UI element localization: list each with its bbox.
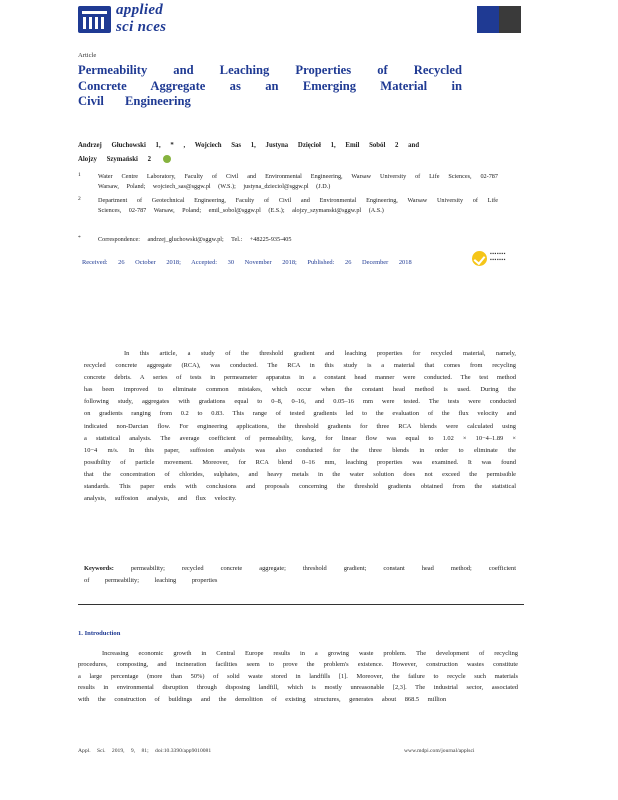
title-line: Concrete Aggregate as an Emerging Material in [78, 78, 462, 93]
title-line: Permeability and Leaching Properties of Recycled [78, 63, 462, 77]
keywords [84, 563, 516, 588]
affiliation-text: Department of Geotechnical Engineering, Faculty of Civil and Environmental Engineering, Warsaw University of Life Sciences, 02-787 Warsaw, Poland; emil_sobol@sggw.pl (E.S.); alojzy_szymanski@sggw.pl (A.S.) [98, 197, 498, 214]
received-date: 26 October 2018; [118, 259, 181, 266]
author-list [78, 139, 438, 167]
correspondence-text: Correspondence: andrzej_gluchowski@sggw.pl; Tel.: +48225-935-405 [98, 236, 292, 243]
mdpi-logo [477, 6, 521, 33]
footer-url[interactable]: www.mdpi.com/journal/applsci [404, 748, 475, 754]
affiliation-number: 1 [78, 172, 81, 178]
journal-logo [78, 3, 188, 37]
journal-name-line2: sci nces [116, 19, 167, 35]
section-heading: 1. Introduction [78, 630, 121, 637]
accepted-date: 30 November 2018; [227, 259, 297, 266]
article-type: Article [78, 52, 97, 59]
journal-name-line1: applied [116, 2, 164, 18]
affiliation-text: Water Centre Laboratory, Faculty of Civil and Environmental Engineering, Warsaw University of Life Sciences, 02-787 Warsaw, Poland; wojciech_sas@sggw.pl (W.S.); justyna_dzieciol@sggw.pl (J.D.) [98, 173, 498, 190]
footer-citation: Appl. Sci. 2019, 9, 81; doi:10.3390/app9010081 [78, 748, 212, 754]
abstract: In this article, a study of the threshold gradient and leaching properties for recycled material, namely, recycled concrete aggregate (RCA), was conducted. The RCA in this study is a material that comes from recycling concrete debris. A series of tests in permeameter apparatus in a constant head manner were conducted. The test method has been improved to eliminate common mistakes, which occur when the constant head method is used. During the following study, aggregates with gradations equal to 0–8, 0–16, and 0.05–16 mm were tested. The tests were conducted on gradients ranging from 0.2 to 0.83. This range of tested gradients led to the evaluation of the flux velocity and indicated non-Darcian flow. For engineering applications, the threshold gradients for three RCA blends were calculated using a statistical analysis. The average coefficient of permeability, kavg, for linear flow was equal to 1.02 × 10−4–1.89 × 10−4 m/s. In this paper, suffosion analysis was also conducted for the three blends in order to eliminate the possibility of particle movement. Moreover, for RCA blend 0–16 mm, leaching properties was examined. It was found that the concentration of chlorides, sulphates, and heavy metals in the water solution does not exceed the permissible standards. This paper ends with conclusions and proposals concerning the threshold gradients obtained from the statistical analysis, suffosion analysis, and flux velocity. [84, 350, 516, 503]
section-divider [78, 604, 524, 605]
affiliation-number: 2 [78, 196, 81, 202]
title-line: Civil Engineering [78, 94, 191, 109]
received-label: Received: [82, 259, 108, 266]
published-label: Published: [307, 259, 335, 266]
orcid-icon[interactable] [163, 155, 171, 163]
published-date: 26 December 2018 [345, 259, 412, 266]
paper-title [78, 63, 462, 110]
journal-logo-icon [78, 6, 111, 33]
keywords-text: permeability; recycled concrete aggregate; threshold gradient; constant head method; coefficient of permeability; leaching properties [84, 565, 516, 585]
introduction-paragraph: Increasing economic growth in Central Europe results in a growing waste problem. The development of recycling procedures, composting, and incineration facilities seem to prove the problem's existence. However, construction wastes constitute a large percentage (more than 50%) of solid waste stored in landfills [1]. Moreover, the failure to recycle such materials results in environmental disruption through disposing landfill, which is mostly unreasonable [2,3]. The industrial sector, associated with the construction of buildings and the demolition of existing structures, generates about 868.5 million [78, 650, 518, 703]
accepted-label: Accepted: [191, 259, 218, 266]
check-for-updates-badge[interactable]: ▪▪▪▪▪▪▪ ▪▪▪▪▪▪▪ [472, 251, 522, 267]
check-icon [472, 251, 487, 266]
correspondence-marker: * [78, 235, 81, 241]
publication-dates [82, 259, 412, 266]
authors-text: Andrzej Głuchowski 1, * , Wojciech Sas 1, Justyna Dzięcioł 1, Emil Soból 2 and Alojzy Szymański 2 [78, 142, 420, 163]
keywords-label: Keywords: [84, 565, 114, 572]
